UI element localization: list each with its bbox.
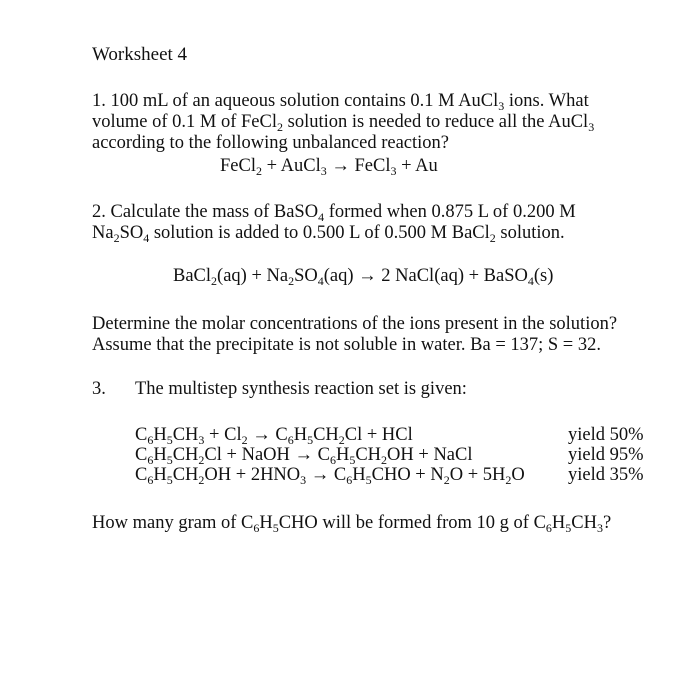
q1-line-3: according to the following unbalanced reaction? — [92, 133, 450, 153]
q3-intro: The multistep synthesis reaction set is given: — [135, 379, 467, 399]
q1-line-2: volume of 0.1 M of FeCl$_2$ solution is needed to reduce all the AuCl$_3$ — [92, 112, 595, 134]
q3-reaction-2: $C_6H_5CH_2Cl$ + NaOH → $C_6H_5CH_2OH$ + NaCl — [135, 445, 473, 467]
q1-equation: FeCl$_2$ + AuCl$_3$ → FeCl$_3$ + Au — [220, 156, 438, 178]
q3-number: 3. — [92, 379, 106, 399]
q2-line-1: 2. Calculate the mass of BaSO$_4$ formed when 0.875 L of 0.200 M — [92, 202, 576, 224]
q2-line-3: Determine the molar concentrations of the ions present in the solution? — [92, 314, 618, 334]
q3-reaction-1: $C_6H_5CH_3 + Cl_2 \to C_6H_5CH_2Cl$ + HCl — [135, 425, 413, 447]
q3-yield-2: yield 95% — [568, 445, 644, 465]
q2-line-4: Assume that the precipitate is not soluble in water. Ba = 137; S = 32. — [92, 335, 601, 355]
q1-line-1: 1. 100 mL of an aqueous solution contains 0.1 M AuCl$_3$ ions. What — [92, 91, 589, 113]
worksheet-title: Worksheet 4 — [92, 44, 188, 65]
q2-equation: BaCl$_2$(aq) + $Na_2SO_4(aq) \to 2$ NaCl(aq) + BaSO$_4$(s) — [173, 266, 554, 288]
q3-yield-1: yield 50% — [568, 425, 644, 445]
q3-reaction-3: $C_6H_5CH_2OH + 2HNO_3 \to C_6H_5CHO + N_2O + 5H_2O$ — [135, 465, 525, 487]
q2-line-2: $Na_2SO_4$ solution is added to 0.500 L of 0.500 M BaCl$_2$ solution. — [92, 223, 565, 245]
q3-question: How many gram of $C_6H_5CHO$ will be formed from 10 g of $C_6H_5CH_3$? — [92, 513, 612, 535]
q3-yield-3: yield 35% — [568, 465, 644, 485]
